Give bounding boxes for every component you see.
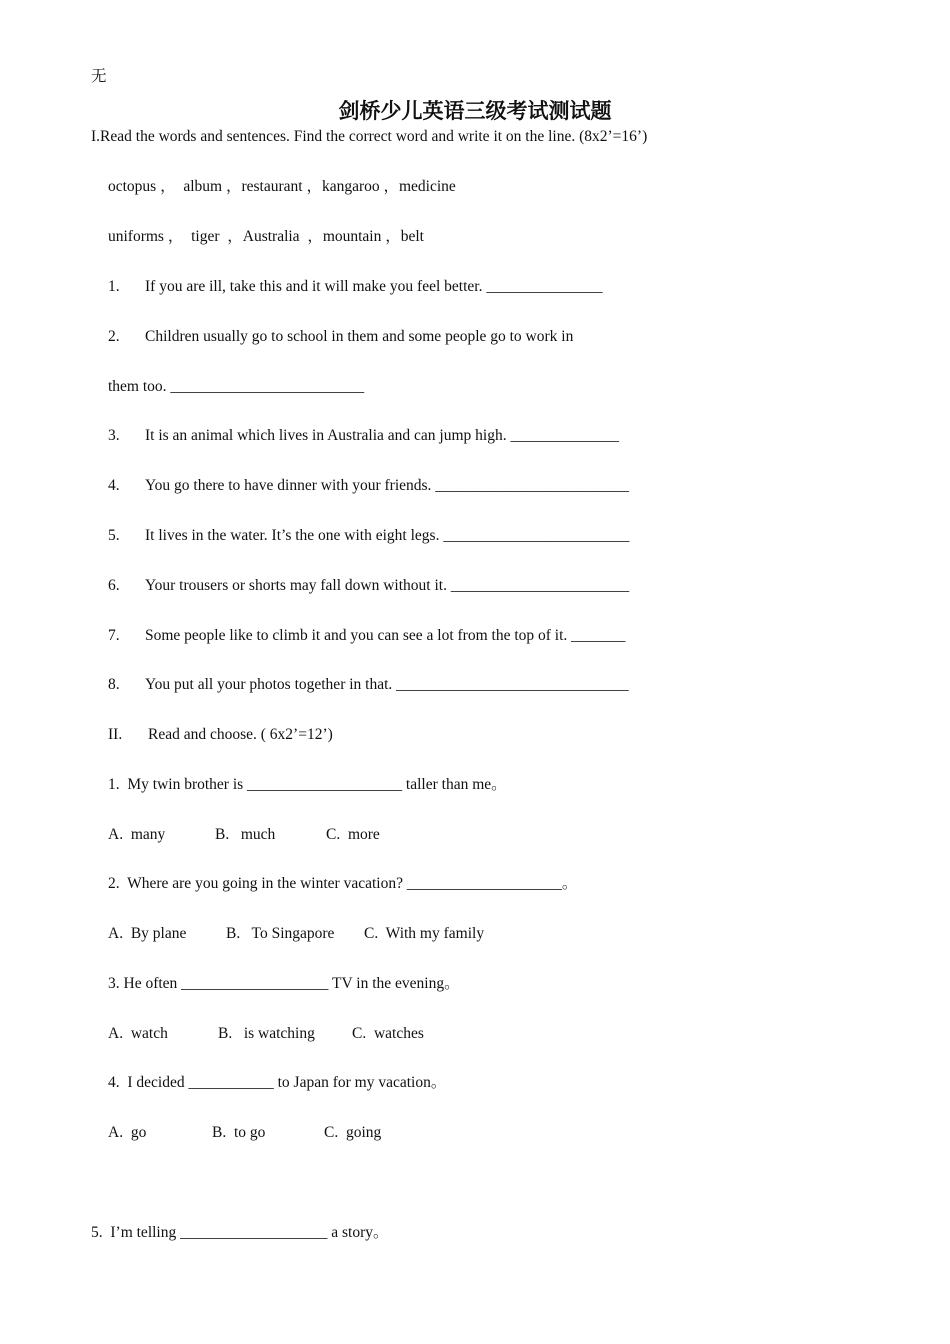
word-bank-line-1: octopus ， album ，restaurant ，kangaroo ，medicine <box>108 178 456 195</box>
question-3-option-c: C. watches <box>352 1025 424 1042</box>
item-3-text: It is an animal which lives in Australia and can jump high. ______________ <box>145 427 619 444</box>
item-2-text: Children usually go to school in them and some people go to work in <box>145 328 574 345</box>
question-3-option-a: A. watch <box>108 1025 168 1042</box>
part1-instruction: I.Read the words and sentences. Find the correct word and write it on the line. (8x2’=16’) <box>91 128 648 145</box>
item-4-text: You go there to have dinner with your friends. _________________________ <box>145 477 630 494</box>
question-3: 3. He often ___________________ TV in the evening。 <box>108 975 460 992</box>
part2-number: II. <box>108 726 123 743</box>
item-7-number: 7. <box>108 627 120 644</box>
header-note: 无 <box>91 68 107 85</box>
item-6-text: Your trousers or shorts may fall down without it. _______________________ <box>145 577 630 594</box>
page-title: 剑桥少儿英语三级考试测试题 <box>338 98 612 123</box>
question-1-option-c: C. more <box>326 826 380 843</box>
part2-heading: Read and choose. ( 6x2’=12’) <box>148 726 333 743</box>
item-2-number: 2. <box>108 328 120 345</box>
question-4: 4. I decided ___________ to Japan for my vacation。 <box>108 1074 447 1091</box>
item-7-text: Some people like to climb it and you can see a lot from the top of it. _______ <box>145 627 626 644</box>
question-1-option-a: A. many <box>108 826 166 843</box>
word-bank-line-2: uniforms ， tiger ，Australia ，mountain ，belt <box>108 228 424 245</box>
item-3-number: 3. <box>108 427 120 444</box>
question-2-option-c: C. With my family <box>364 925 485 942</box>
question-1-option-b: B. much <box>215 826 276 843</box>
item-2-continuation: them too. _________________________ <box>108 378 365 395</box>
question-4-option-b: B. to go <box>212 1124 266 1141</box>
item-1-number: 1. <box>108 278 120 295</box>
question-2-option-b: B. To Singapore <box>226 925 335 942</box>
question-1: 1. My twin brother is ____________________ taller than me。 <box>108 776 507 793</box>
item-5-number: 5. <box>108 527 120 544</box>
question-4-option-c: C. going <box>324 1124 382 1141</box>
question-4-option-a: A. go <box>108 1124 147 1141</box>
question-5: 5. I’m telling ___________________ a story。 <box>91 1224 389 1241</box>
question-3-option-b: B. is watching <box>218 1025 315 1042</box>
question-2-option-a: A. By plane <box>108 925 187 942</box>
item-5-text: It lives in the water. It’s the one with eight legs. ________________________ <box>145 527 630 544</box>
item-6-number: 6. <box>108 577 120 594</box>
item-4-number: 4. <box>108 477 120 494</box>
item-8-text: You put all your photos together in that. ______________________________ <box>145 676 629 693</box>
item-8-number: 8. <box>108 676 120 693</box>
question-2: 2. Where are you going in the winter vacation? ____________________。 <box>108 875 578 892</box>
item-1-text: If you are ill, take this and it will make you feel better. _______________ <box>145 278 603 295</box>
